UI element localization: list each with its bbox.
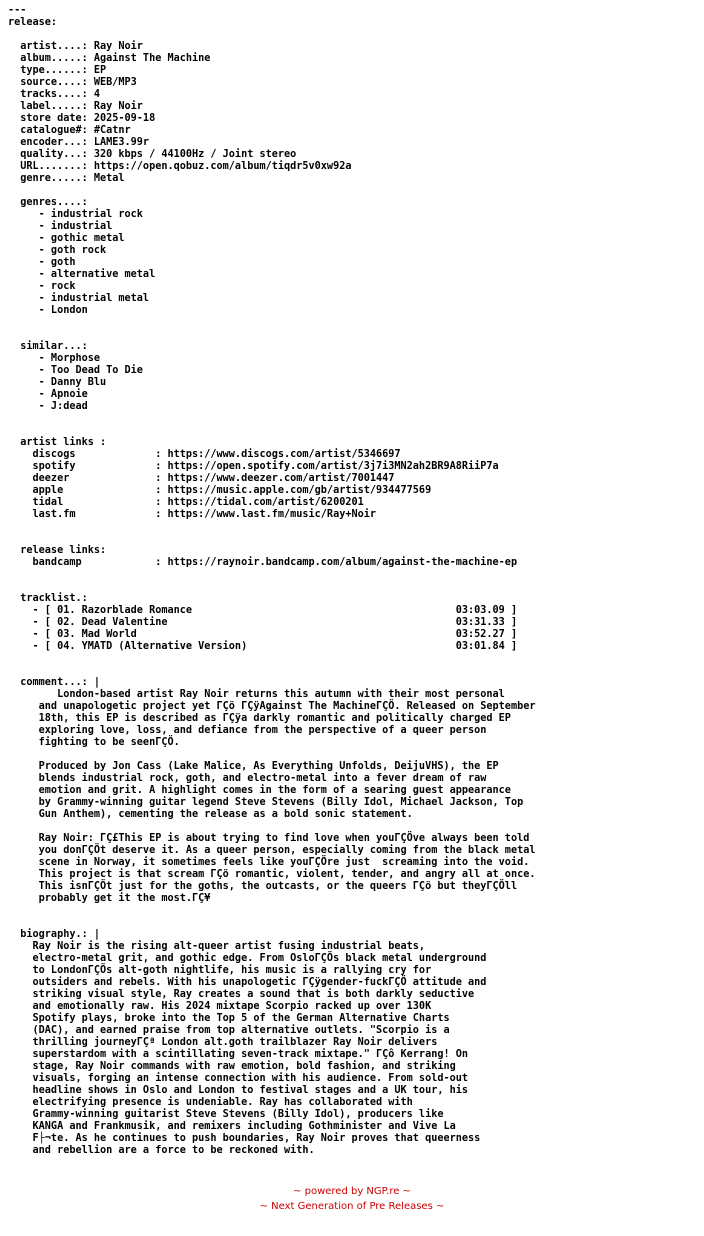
nfo-line: tidal : https://tidal.com/artist/6200201 (8, 497, 364, 508)
nfo-line: London-based artist Ray Noir returns this autumn with their most personal (8, 689, 505, 700)
nfo-line: Grammy-winning guitarist Steve Stevens (Billy Idol), producers like (8, 1109, 444, 1120)
nfo-line: scene in Norway, it sometimes feels like youΓÇÖre just screaming into the void. (8, 857, 530, 868)
nfo-line: you donΓÇÖt deserve it. As a queer person, especially coming from the black metal (8, 845, 536, 856)
nfo-line: store date: 2025-09-18 (8, 113, 156, 124)
nfo-line: label.....: Ray Noir (8, 101, 143, 112)
nfo-line: This project is that scream ΓÇö romantic, violent, tender, and angry all at once. (8, 869, 536, 880)
nfo-line: Produced by Jon Cass (Lake Malice, As Everything Unfolds, DeijuVHS), the EP (8, 761, 499, 772)
nfo-line: discogs : https://www.discogs.com/artist/5346697 (8, 449, 401, 460)
nfo-line: - Apnoie (8, 389, 88, 400)
footer-tagline: ~ Next Generation of Pre Releases ~ (259, 1201, 445, 1212)
nfo-line: --- (8, 5, 27, 16)
nfo-line: superstardom with a scintillating seven-track mixtape." ΓÇô Kerrang! On (8, 1049, 469, 1060)
nfo-line: stage, Ray Noir commands with raw emotion, bold fashion, and striking (8, 1061, 456, 1072)
nfo-line: visuals, forging an intense connection with his audience. From sold-out (8, 1073, 469, 1084)
nfo-line: tracks....: 4 (8, 89, 101, 100)
nfo-line: headline shows in Oslo and London to festival stages and a UK tour, his (8, 1085, 469, 1096)
nfo-line: deezer : https://www.deezer.com/artist/7001447 (8, 473, 395, 484)
nfo-line: genre.....: Metal (8, 173, 125, 184)
nfo-line: encoder...: LAME3.99r (8, 137, 150, 148)
nfo-line: - industrial (8, 221, 113, 232)
nfo-line: and unapologetic project yet ΓÇö ΓÇÿAgainst The MachineΓÇÖ. Released on September (8, 701, 536, 712)
nfo-line: (DAC), and earned praise from top alternative outlets. "Scorpio is a (8, 1025, 450, 1036)
nfo-line: bandcamp : https://raynoir.bandcamp.com/album/against-the-machine-ep (8, 557, 518, 568)
nfo-line: exploring love, loss, and defiance from the perspective of a queer person (8, 725, 487, 736)
nfo-line: thrilling journeyΓÇª London alt.goth trailblazer Ray Noir delivers (8, 1037, 438, 1048)
nfo-line: artist links : (8, 437, 107, 448)
nfo-line: - [ 04. YMATD (Alternative Version) 03:01.84 ] (8, 641, 518, 652)
nfo-line: - Danny Blu (8, 377, 107, 388)
nfo-line: album.....: Against The Machine (8, 53, 211, 64)
nfo-line: by Grammy-winning guitar legend Steve Stevens (Billy Idol, Michael Jackson, Top (8, 797, 524, 808)
nfo-line: KANGA and Frankmusik, and remixers including Gothminister and Vive La (8, 1121, 456, 1132)
nfo-line: Spotify plays, broke into the Top 5 of the German Alternative Charts (8, 1013, 450, 1024)
nfo-line: 18th, this EP is described as ΓÇÿa darkly romantic and politically charged EP (8, 713, 511, 724)
nfo-line: - J:dead (8, 401, 88, 412)
nfo-line: probably get it the most.ΓÇ¥ (8, 893, 211, 904)
nfo-line: to LondonΓÇÖs alt-goth nightlife, his music is a rallying cry for (8, 965, 432, 976)
nfo-line: artist....: Ray Noir (8, 41, 143, 52)
nfo-line: emotion and grit. A highlight comes in the form of a searing guest appearance (8, 785, 511, 796)
footer-powered-by: ~ powered by NGP.re ~ (293, 1186, 411, 1197)
nfo-line: source....: WEB/MP3 (8, 77, 137, 88)
nfo-line: F├¬te. As he continues to push boundaries, Ray Noir proves that queerness (8, 1133, 481, 1144)
nfo-line: genres....: (8, 197, 88, 208)
nfo-line: - Morphose (8, 353, 101, 364)
nfo-line: - industrial metal (8, 293, 150, 304)
nfo-line: last.fm : https://www.last.fm/music/Ray+Noir (8, 509, 377, 520)
nfo-line: biography.: | (8, 929, 101, 940)
nfo-line: quality...: 320 kbps / 44100Hz / Joint stereo (8, 149, 297, 160)
nfo-line: and emotionally raw. His 2024 mixtape Scorpio racked up over 130K (8, 1001, 432, 1012)
nfo-line: catalogue#: #Catnr (8, 125, 131, 136)
nfo-line: This isnΓÇÖt just for the goths, the outcasts, or the queers ΓÇö but theyΓÇÖll (8, 881, 518, 892)
nfo-line: outsiders and rebels. With his unapologetic ΓÇÿgender-fuckΓÇÖ attitude and (8, 977, 487, 988)
nfo-text (8, 5, 535, 1157)
nfo-line: release: (8, 17, 58, 28)
nfo-line: striking visual style, Ray creates a sound that is both darkly seductive (8, 989, 475, 1000)
nfo-line: - goth (8, 257, 76, 268)
nfo-line: similar...: (8, 341, 88, 352)
nfo-line: electro-metal grit, and gothic edge. From OsloΓÇÖs black metal underground (8, 953, 487, 964)
nfo-line: tracklist.: (8, 593, 88, 604)
nfo-line: release links: (8, 545, 107, 556)
nfo-line: URL.......: https://open.qobuz.com/album/tiqdr5v0xw92a (8, 161, 352, 172)
nfo-line: - industrial rock (8, 209, 143, 220)
nfo-line: - [ 01. Razorblade Romance 03:03.09 ] (8, 605, 518, 616)
nfo-line: - [ 03. Mad World 03:52.27 ] (8, 629, 518, 640)
nfo-line: blends industrial rock, goth, and electro-metal into a fever dream of raw (8, 773, 487, 784)
nfo-line: - goth rock (8, 245, 107, 256)
nfo-line: - London (8, 305, 88, 316)
nfo-line: type......: EP (8, 65, 107, 76)
nfo-line: and rebellion are a force to be reckoned with. (8, 1145, 315, 1156)
nfo-line: spotify : https://open.spotify.com/artist/3j7i3MN2ah2BR9A8RiiP7a (8, 461, 499, 472)
nfo-line: apple : https://music.apple.com/gb/artist/934477569 (8, 485, 432, 496)
nfo-line: electrifying presence is undeniable. Ray has collaborated with (8, 1097, 413, 1108)
nfo-line: - [ 02. Dead Valentine 03:31.33 ] (8, 617, 518, 628)
nfo-line: Ray Noir: ΓÇ£This EP is about trying to find love when youΓÇÖve always been told (8, 833, 530, 844)
nfo-line: Gun Anthem), cementing the release as a bold sonic statement. (8, 809, 413, 820)
nfo-line: - gothic metal (8, 233, 125, 244)
nfo-line: Ray Noir is the rising alt-queer artist fusing industrial beats, (8, 941, 426, 952)
nfo-line: - rock (8, 281, 76, 292)
nfo-line: - Too Dead To Die (8, 365, 143, 376)
nfo-line: fighting to be seenΓÇÖ. (8, 737, 180, 748)
nfo-line: comment...: | (8, 677, 101, 688)
nfo-line: - alternative metal (8, 269, 156, 280)
